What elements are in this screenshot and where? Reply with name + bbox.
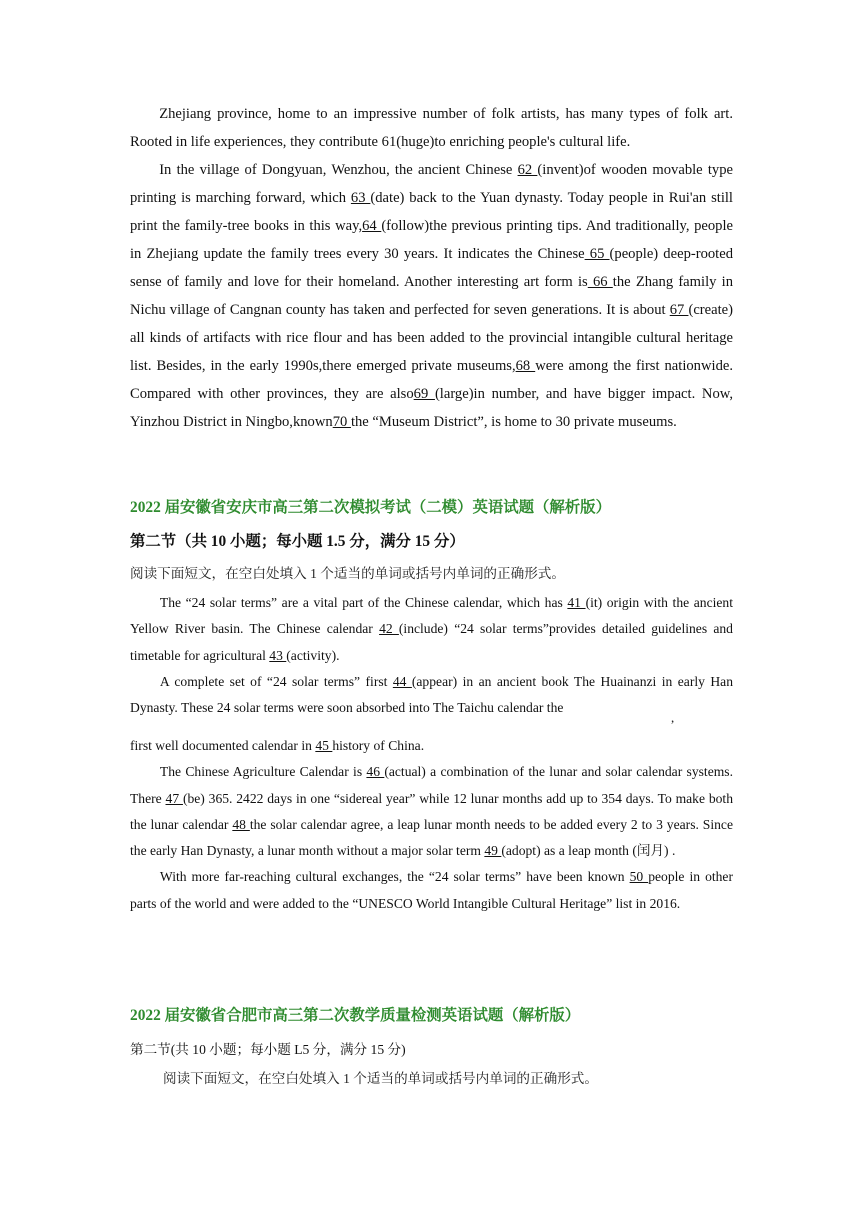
text-run: A complete set of “24 solar terms” first [159, 673, 393, 689]
passage-2-paragraph-4 [130, 864, 733, 917]
text-run: (activity). [286, 647, 340, 663]
text-run: (date) back to the Yuan dynasty. Today people in Rui'an still print the family-tree books in this way, [130, 190, 733, 234]
blank-65: 65 [584, 246, 610, 262]
section-3-heading: 2022 届安徽省合肥市高三第二次教学质量检测英语试题（解析版） [130, 1007, 581, 1024]
text-run: history of China. [332, 738, 425, 753]
blank-49: 49 [484, 843, 502, 859]
text-run: (create) all kinds of artifacts with rice flour and has been added to the provincial intangible cultural heritage list. Besides, in the early 1990s,there emerged private museums, [130, 302, 733, 374]
text-run: were among the first nationwide. Compared with other provinces, they are also [130, 358, 733, 402]
text-run: (include) “24 solar terms”provides detailed guidelines and timetable for agricultural [130, 621, 733, 663]
text-run: the Zhang family in Nichu village of Cangnan county has taken and perfected for seven generations. It is about [130, 274, 733, 318]
text-run: In the village of Dongyuan, Wenzhou, the ancient Chinese [159, 162, 518, 178]
blank-67: 67 [669, 302, 689, 318]
text-run: (it) origin with the ancient Yellow River basin. The Chinese calendar [130, 595, 733, 637]
text-run: (adopt) as a leap month (闰月) . [501, 843, 676, 859]
text-run: (large)in number, and have bigger impact. Now, Yinzhou District in Ningbo,known [130, 386, 733, 430]
passage-2-bottom [130, 733, 733, 917]
passage-2-paragraph-2-continued [130, 733, 733, 759]
blank-69: 69 [413, 386, 435, 402]
section-2-subheading: 第二节（共 10 小题；每小题 1.5 分，满分 15 分） [130, 533, 465, 550]
section-3-subheading: 第二节(共 10 小题；每小题 L5 分，满分 15 分) [130, 1042, 406, 1057]
blank-48: 48 [232, 816, 250, 832]
blank-62: 62 [517, 162, 538, 178]
blank-44: 44 [392, 673, 412, 689]
passage-2-top [130, 590, 733, 721]
blank-68: 68 [515, 358, 536, 374]
blank-47: 47 [165, 790, 183, 806]
blank-46: 46 [366, 764, 385, 780]
passage-2-paragraph-1 [130, 590, 733, 669]
section-2-instruction: 阅读下面短文，在空白处填入 1 个适当的单词或括号内单词的正确形式。 [130, 566, 565, 581]
text-run: (appear) in an ancient book The Huainanzi in early Han Dynasty. These 24 solar terms were soon absorbed into The Taichu calendar the [130, 673, 733, 716]
blank-43: 43 [269, 647, 287, 663]
passage-1-paragraph-1 [130, 100, 733, 156]
text-run: (actual) a combination of the lunar and solar calendar systems. There [130, 764, 733, 806]
text-run: the solar calendar agree, a leap lunar month needs to be added every 2 to 3 years. Since the early Han Dynasty, a lunar month without a major solar term [130, 816, 733, 859]
blank-50: 50 [629, 869, 649, 885]
passage-2-paragraph-2 [130, 669, 733, 722]
text-run: (be) 365. 2422 days in one “sidereal year” while 12 lunar months add up to 354 days. To make both the lunar calendar [130, 790, 733, 832]
passage-1-paragraph-2 [130, 156, 733, 436]
blank-41: 41 [567, 595, 586, 610]
section-3-instruction: 阅读下面短文，在空白处填入 1 个适当的单词或括号内单词的正确形式。 [163, 1071, 598, 1086]
text-run: first well documented calendar in [130, 738, 316, 753]
text-run: (follow)the previous printing tips. And traditionally, people in Zhejiang update the family trees every 30 years. It indicates the Chinese [130, 218, 733, 262]
text-run: (people) deep-rooted sense of family and love for their homeland. Another interesting art form is [130, 246, 734, 290]
text-run: With more far-reaching cultural exchanges, the “24 solar terms” have been known [159, 869, 630, 885]
blank-45: 45 [315, 738, 333, 753]
text-run: the “Museum District”, is home to 30 private museums. [350, 414, 677, 430]
section-2-heading: 2022 届安徽省安庆市高三第二次模拟考试（二模）英语试题（解析版） [130, 499, 611, 516]
blank-42: 42 [379, 621, 399, 637]
text-run: (invent)of wooden movable type printing is marching forward, which [130, 162, 733, 206]
text-run: The Chinese Agriculture Calendar is [159, 764, 367, 780]
blank-70: 70 [332, 414, 351, 430]
text-run: The “24 solar terms” are a vital part of the Chinese calendar, which has [159, 595, 568, 610]
blank-63: 63 [350, 190, 371, 206]
stray-comma: , [671, 710, 675, 725]
text-run: Zhejiang province, home to an impressive number of folk artists, has many types of folk art. Rooted in life experiences, they contribute 61(huge)to enriching people's cultural life. [130, 106, 733, 150]
blank-64: 64 [362, 218, 382, 234]
blank-66: 66 [587, 274, 613, 290]
text-run: people in other parts of the world and were added to the “UNESCO World Intangible Cultural Heritage” list in 2016. [130, 869, 733, 911]
passage-2-paragraph-3 [130, 759, 733, 864]
passage-1 [130, 100, 733, 436]
